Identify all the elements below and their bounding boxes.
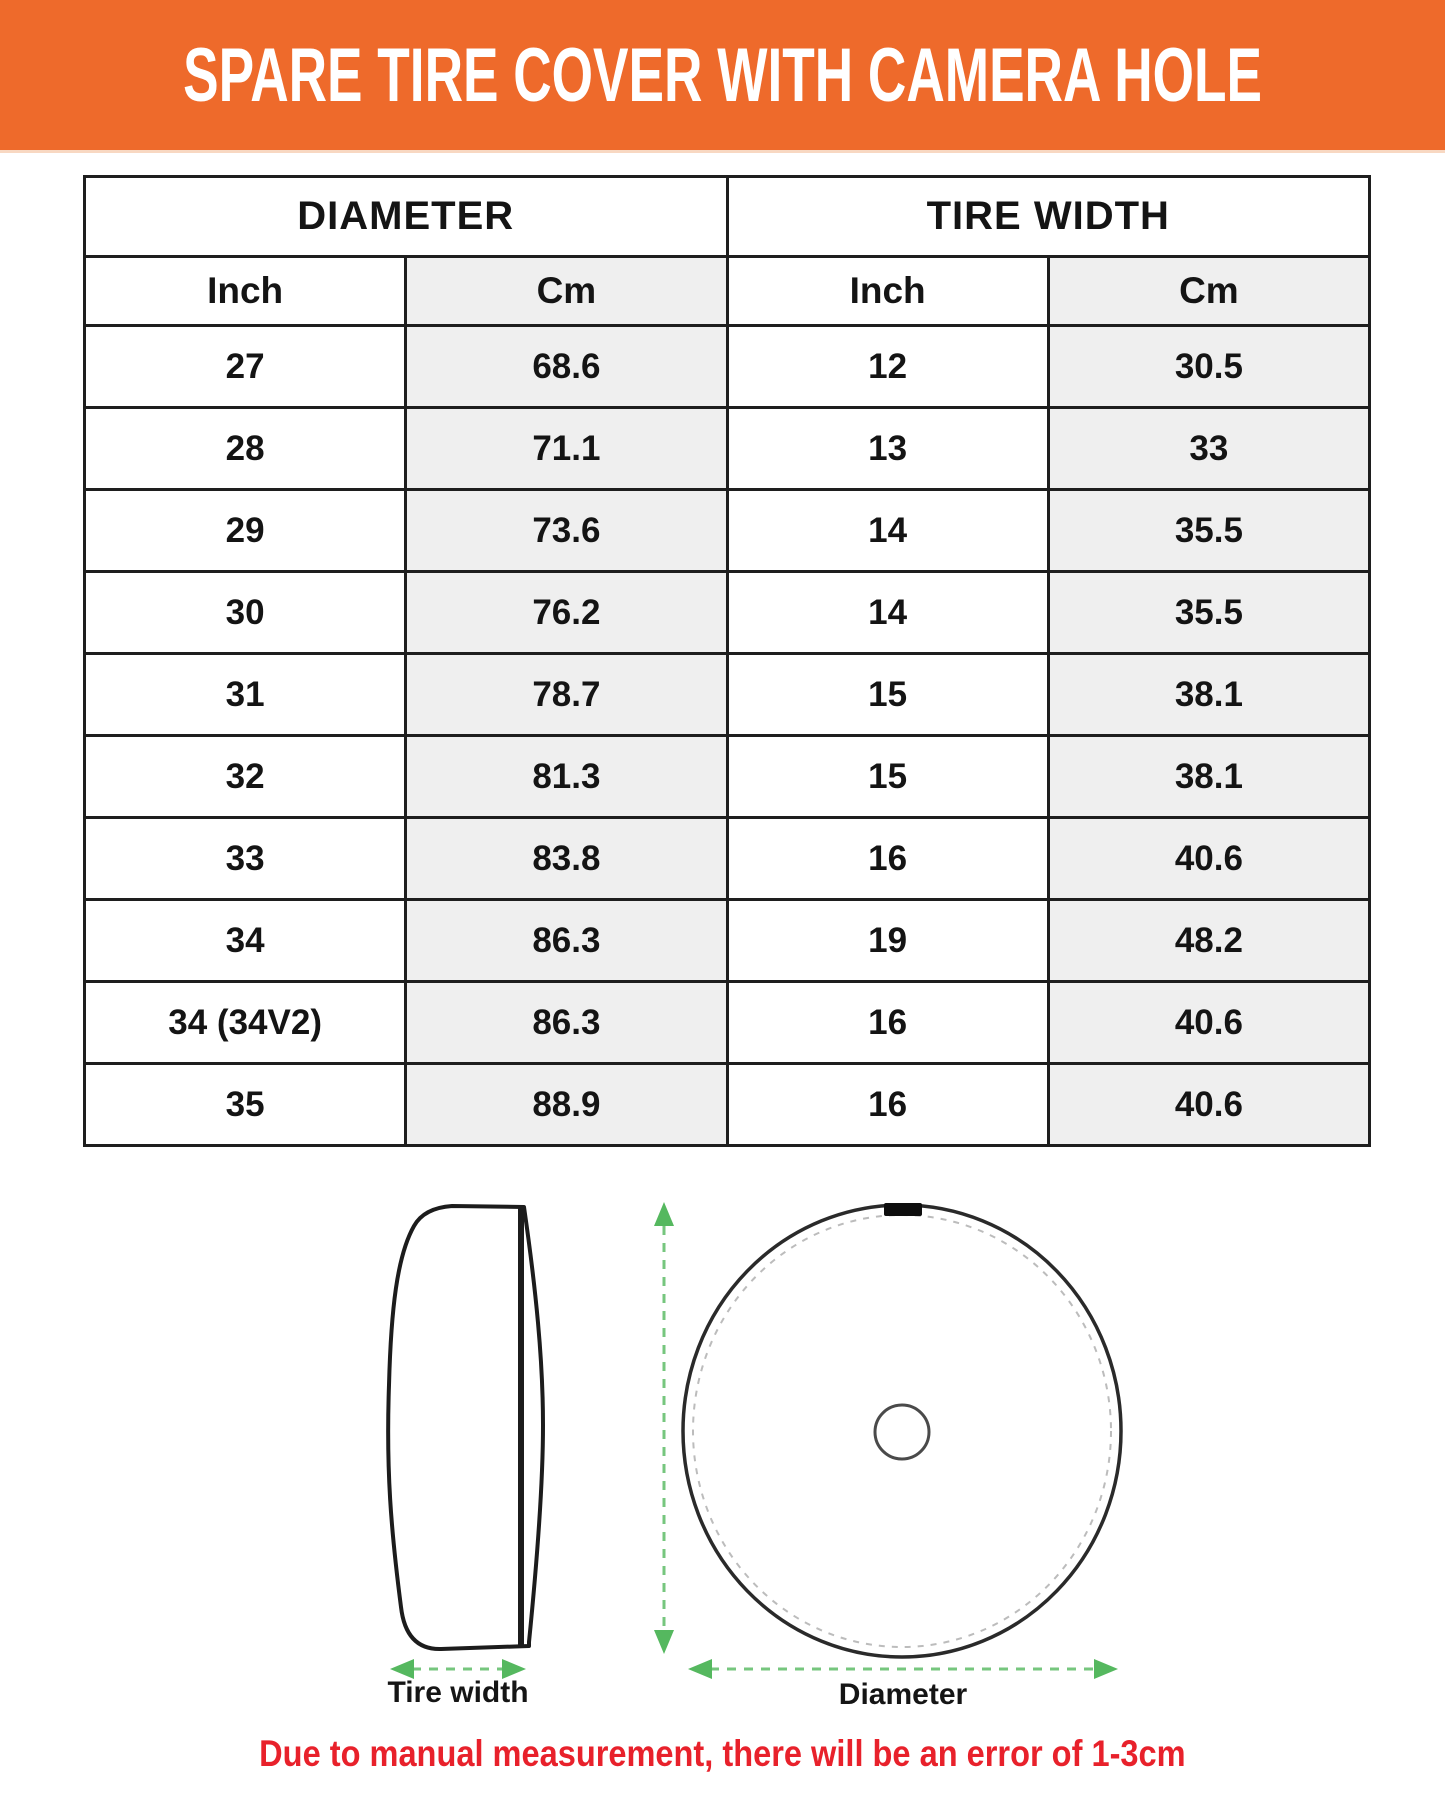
group-header-tire-width: TIRE WIDTH [727,177,1370,257]
table-cell: 40.6 [1048,1064,1369,1146]
table-cell: 35.5 [1048,572,1369,654]
table-cell: 33 [85,818,406,900]
table-cell: 86.3 [406,900,727,982]
subheader-tirewidth-inch: Inch [727,257,1048,326]
camera-hole [875,1405,929,1459]
table-cell: 35 [85,1064,406,1146]
table-cell: 15 [727,736,1048,818]
table-cell: 40.6 [1048,982,1369,1064]
table-row [85,572,1370,654]
table-cell: 40.6 [1048,818,1369,900]
table-cell: 86.3 [406,982,727,1064]
subheader-tirewidth-cm: Cm [1048,257,1369,326]
top-marker [884,1203,922,1216]
table-cell: 30.5 [1048,326,1369,408]
table-cell: 34 (34V2) [85,982,406,1064]
table-cell: 76.2 [406,572,727,654]
table-cell: 48.2 [1048,900,1369,982]
group-header-row [85,177,1370,257]
table-cell: 38.1 [1048,736,1369,818]
table-cell: 13 [727,408,1048,490]
diameter-label: Diameter [838,1678,968,1711]
table-row [85,408,1370,490]
table-cell: 30 [85,572,406,654]
table-cell: 68.6 [406,326,727,408]
table-cell: 16 [727,818,1048,900]
table-row [85,982,1370,1064]
table-cell: 78.7 [406,654,727,736]
table-cell: 88.9 [406,1064,727,1146]
table-cell: 73.6 [406,490,727,572]
table-cell: 14 [727,490,1048,572]
size-table [83,175,1371,1147]
table-cell: 12 [727,326,1048,408]
subheader-diameter-inch: Inch [85,257,406,326]
table-row [85,654,1370,736]
vertical-diameter-arrow [654,1202,674,1654]
table-cell: 38.1 [1048,654,1369,736]
table-cell: 32 [85,736,406,818]
table-cell: 27 [85,326,406,408]
subheader-row [85,257,1370,326]
table-row [85,900,1370,982]
table-cell: 33 [1048,408,1369,490]
table-cell: 16 [727,1064,1048,1146]
header-banner [0,0,1445,153]
tire-diagram-svg [0,1150,1445,1770]
table-cell: 81.3 [406,736,727,818]
table-row [85,818,1370,900]
table-cell: 16 [727,982,1048,1064]
subheader-diameter-cm: Cm [406,257,727,326]
table-row [85,1064,1370,1146]
table-cell: 29 [85,490,406,572]
table-cell: 83.8 [406,818,727,900]
table-cell: 15 [727,654,1048,736]
measurement-note-text: Due to manual measurement, there will be an error of 1-3cm [259,1733,1186,1774]
table-cell: 71.1 [406,408,727,490]
table-cell: 31 [85,654,406,736]
table-row [85,736,1370,818]
group-header-diameter: DIAMETER [85,177,728,257]
diameter-arrow [688,1659,1118,1679]
table-row [85,490,1370,572]
tire-width-label: Tire width [387,1676,529,1709]
table-cell: 19 [727,900,1048,982]
table-cell: 14 [727,572,1048,654]
page-title: SPARE TIRE COVER WITH CAMERA HOLE [183,32,1262,118]
table-cell: 35.5 [1048,490,1369,572]
table-row [85,326,1370,408]
table-cell: 28 [85,408,406,490]
table-cell: 34 [85,900,406,982]
measurement-note [0,1733,1445,1775]
